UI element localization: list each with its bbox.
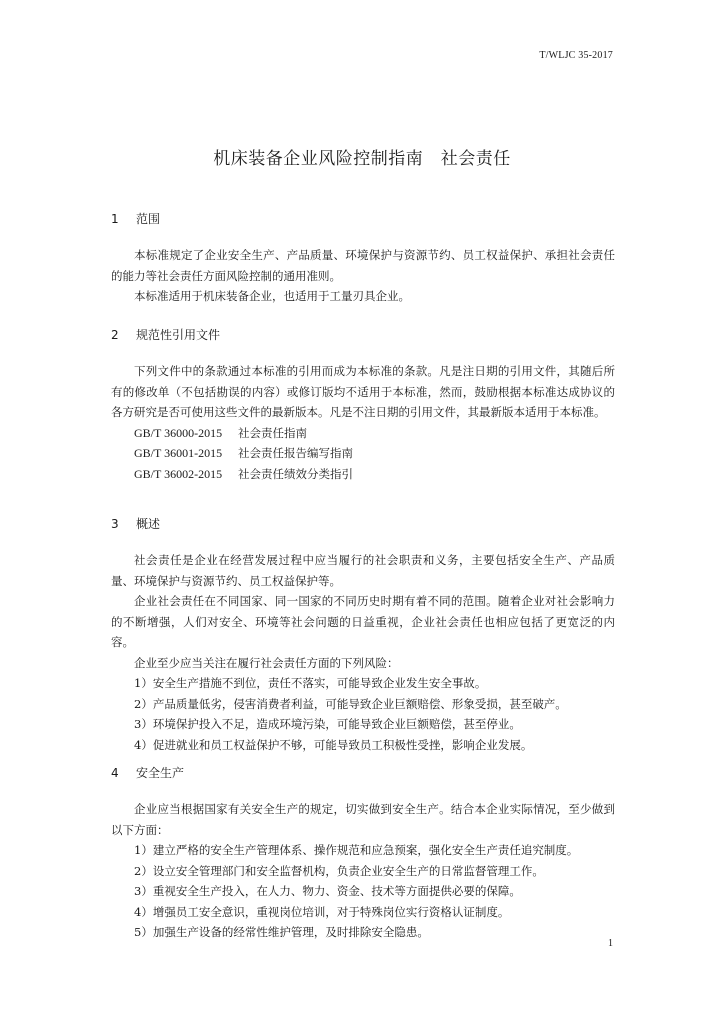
reference-title: 社会责任报告编写指南: [238, 446, 353, 460]
list-item: 5）加强生产设备的经常性维护管理，及时排除安全隐患。: [134, 925, 429, 939]
section-safe-production: [111, 763, 615, 943]
list-item: 3）重视安全生产投入，在人力、物力、资金、技术等方面提供必要的保障。: [134, 884, 521, 898]
list-item: 1）建立严格的安全生产管理体系、操作规范和应急预案，强化安全生产责任追究制度。: [134, 843, 579, 857]
document-title: 机床装备企业风险控制指南 社会责任: [213, 149, 511, 169]
section-heading: [111, 763, 615, 783]
section-number: 4: [111, 766, 119, 780]
section-overview: [111, 514, 615, 755]
paragraph: 社会责任是企业在经营发展过程中应当履行的社会职责和义务，主要包括安全生产、产品质量、环境保护与资源节约、员工权益保护等。: [111, 553, 615, 588]
reference-item: [111, 423, 615, 444]
reference-code: GB/T 36002-2015: [134, 466, 223, 481]
list-item: 2）产品质量低劣，侵害消费者利益，可能导致企业巨额赔偿、形象受损，甚至破产。: [134, 696, 567, 711]
section-title: 规范性引用文件: [136, 328, 221, 342]
section-heading: [111, 209, 615, 229]
section-heading: [111, 325, 615, 345]
section-body: [111, 361, 615, 484]
section-body: [111, 245, 615, 307]
list-item: 4）增强员工安全意识，重视岗位培训，对于特殊岗位实行资格认证制度。: [134, 904, 510, 919]
paragraph: 本标准适用于机床装备企业，也适用于工量刃具企业。: [134, 289, 410, 303]
section-body: [111, 550, 615, 755]
section-number: 1: [111, 212, 119, 226]
standard-code: T/WLJC 35-2017: [539, 50, 613, 61]
reference-code: GB/T 36001-2015: [134, 446, 223, 460]
section-body: [111, 799, 615, 943]
paragraph: 企业应当根据国家有关安全生产的规定，切实做到安全生产。结合本企业实际情况，至少做到以下方面：: [111, 802, 615, 837]
section-number: 2: [111, 328, 119, 342]
list-item: 3）环境保护投入不足，造成环境污染，可能导致企业巨额赔偿，甚至停业。: [134, 717, 521, 731]
section-title: 范围: [136, 212, 161, 226]
paragraph: 企业社会责任在不同国家、同一国家的不同历史时期有着不同的范围。随着企业对社会影响力的不断增强，人们对安全、环境等社会问题的日益重视，企业社会责任也相应包括了更宽泛的内容。: [111, 594, 615, 649]
reference-title: 社会责任指南: [238, 425, 307, 440]
reference-code: GB/T 36000-2015: [134, 425, 223, 440]
page-number: 1: [608, 938, 613, 949]
section-title: 概述: [136, 517, 161, 531]
paragraph: 企业至少应当关注在履行社会责任方面的下列风险：: [134, 655, 399, 670]
section-normative-references: [111, 325, 615, 484]
list-item: 2）设立安全管理部门和安全监督机构，负责企业安全生产的日常监督管理工作。: [134, 863, 544, 878]
section-scope: [111, 209, 615, 307]
section-number: 3: [111, 517, 119, 531]
list-item: 1）安全生产措施不到位，责任不落实，可能导致企业发生安全事故。: [134, 676, 487, 690]
reference-title: 社会责任绩效分类指引: [238, 466, 353, 481]
section-heading: [111, 514, 615, 534]
reference-item: [111, 464, 615, 485]
paragraph: 下列文件中的条款通过本标准的引用而成为本标准的条款。凡是注日期的引用文件，其随后所有的修改单（不包括勘误的内容）或修订版均不适用于本标准，然而，鼓励根据本标准达成协议的各方研究是否可使用这些文件的最新版本。凡是不注日期的引用文件，其最新版本适用于本标准。: [111, 364, 615, 419]
reference-item: [111, 443, 615, 464]
list-item: 4）促进就业和员工权益保护不够，可能导致员工积极性受挫，影响企业发展。: [134, 737, 533, 752]
paragraph: 本标准规定了企业安全生产、产品质量、环境保护与资源节约、员工权益保护、承担社会责任的能力等社会责任方面风险控制的通用准则。: [111, 248, 615, 283]
section-title: 安全生产: [136, 766, 185, 780]
